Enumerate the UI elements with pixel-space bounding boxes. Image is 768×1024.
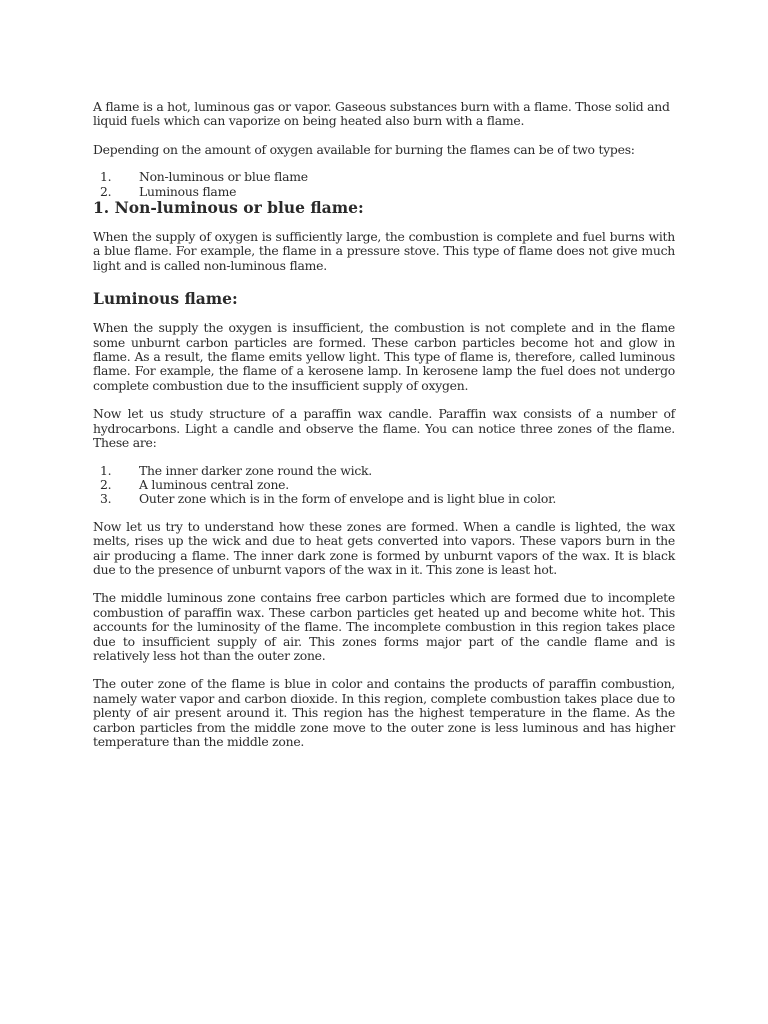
non-luminous-heading: 1. Non-luminous or blue flame: — [93, 198, 364, 218]
flame-zones-list — [93, 464, 675, 507]
list-number: 1. — [100, 169, 112, 185]
list-item — [93, 170, 675, 184]
list-text: A luminous central zone. — [139, 476, 289, 492]
zone-formation-paragraph: Now let us try to understand how these zones are formed. When a candle is lighted, the wax melts, rises up the wick and due to heat gets converted into vapors. These vapors burn in the air producing a flame. The inner dark zone is formed by unburnt vapors of the wax. It is black due to the presence of unburnt vapors of the wax in it. This zone is least hot. — [93, 518, 675, 577]
list-text: The inner darker zone round the wick. — [139, 462, 372, 478]
list-text: Outer zone which is in the form of envelope and is light blue in color. — [139, 491, 557, 507]
list-text: Non-luminous or blue flame — [139, 169, 308, 185]
flame-types-intro: Depending on the amount of oxygen available for burning the flames can be of two types: — [93, 141, 635, 157]
intro-paragraph: A flame is a hot, luminous gas or vapor. Gaseous substances burn with a flame. Those solid and liquid fuels which can vaporize on being heated also burn with a flame. — [93, 99, 670, 129]
list-number: 3. — [100, 491, 112, 507]
list-text: Luminous flame — [139, 183, 237, 199]
luminous-heading: Luminous flame: — [93, 289, 238, 309]
list-number: 1. — [100, 462, 112, 478]
candle-paragraph: Now let us study structure of a paraffin wax candle. Paraffin wax consists of a number of hydrocarbons. Light a candle and observe the flame. You can notice three zones of the flame. These are: — [93, 406, 675, 451]
document-page — [93, 100, 675, 749]
list-item — [93, 492, 675, 506]
outer-zone-paragraph: The outer zone of the flame is blue in color and contains the products of paraffin combustion, namely water vapor and carbon dioxide. In this region, complete combustion takes place due to plenty of air present around it. This region has the highest temperature in the flame. As the carbon particles from the middle zone move to the outer zone is less luminous and has higher temperature than the middle zone. — [93, 676, 675, 749]
list-number: 2. — [100, 476, 112, 492]
list-number: 2. — [100, 183, 112, 199]
flame-types-list — [93, 170, 675, 199]
middle-zone-paragraph: The middle luminous zone contains free carbon particles which are formed due to incomplete combustion of paraffin wax. These carbon particles get heated up and become white hot. This accounts for the luminosity of the flame. The incomplete combustion in this region takes place due to insufficient supply of air. This zones forms major part of the candle flame and is relatively less hot than the outer zone. — [93, 590, 675, 663]
luminous-paragraph: When the supply the oxygen is insufficient, the combustion is not complete and in the flame some unburnt carbon particles are formed. These carbon particles become hot and glow in flame. As a result, the flame emits yellow light. This type of flame is, therefore, called luminous flame. For example, the flame of a kerosene lamp. In kerosene lamp the fuel does not undergo complete combustion due to the insufficient supply of oxygen. — [93, 320, 675, 393]
list-item — [93, 185, 675, 199]
list-item — [93, 464, 675, 478]
non-luminous-paragraph: When the supply of oxygen is sufficiently large, the combustion is complete and fuel burns with a blue flame. For example, the flame in a pressure stove. This type of flame does not give much light and is called non-luminous flame. — [93, 229, 675, 273]
list-item — [93, 478, 675, 492]
